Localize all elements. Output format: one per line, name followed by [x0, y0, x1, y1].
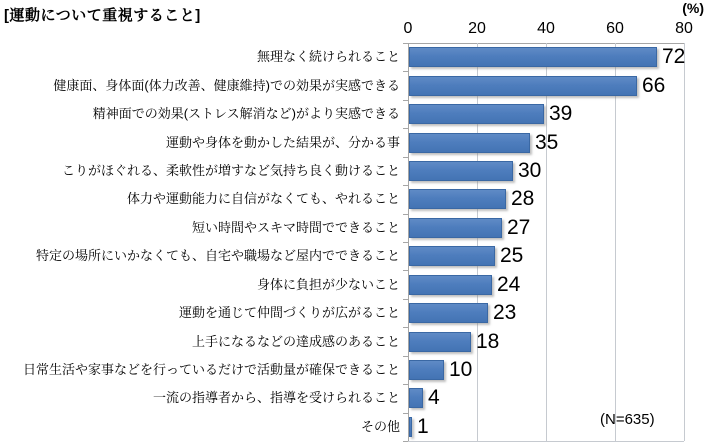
bar: [409, 388, 423, 408]
category-axis-tick-mark: [403, 214, 408, 215]
bar-value-label: 10: [449, 358, 473, 381]
bar-value-label: 39: [549, 102, 573, 125]
bar-value-label: 72: [662, 45, 686, 68]
bar: [409, 218, 502, 238]
bar: [409, 47, 657, 67]
category-axis-tick-mark: [403, 43, 408, 44]
bar-value-label: 24: [497, 273, 521, 296]
x-axis-tick-label: 60: [606, 20, 624, 37]
plot-area-bottom-border: [408, 441, 684, 442]
category-label: 上手になるなどの達成感のあること: [191, 334, 400, 349]
bar-value-label: 25: [500, 244, 524, 267]
category-axis-tick-mark: [403, 157, 408, 158]
bar-value-label: 27: [507, 216, 531, 239]
percent-unit-label: (%): [682, 0, 704, 16]
category-axis-line: [408, 43, 409, 441]
x-axis-tick-label: 80: [675, 20, 693, 37]
category-axis-tick-mark: [403, 299, 408, 300]
category-label: 運動を通じて仲間づくりが広がること: [178, 305, 400, 320]
category-axis-tick-mark: [403, 413, 408, 414]
bar-value-label: 28: [511, 187, 535, 210]
bar-value-label: 35: [535, 131, 559, 154]
bar: [409, 275, 492, 295]
bar: [409, 133, 530, 153]
category-label: その他: [360, 419, 400, 434]
bar: [409, 161, 513, 181]
category-label: 短い時間やスキマ時間でできること: [191, 220, 400, 235]
category-label: 特定の場所にいかなくても、自宅や職場など屋内でできること: [35, 248, 400, 263]
bar: [409, 360, 444, 380]
category-label: 精神面での効果(ストレス解消など)がより実感できる: [92, 106, 400, 121]
vertical-gridline: [684, 43, 685, 441]
x-axis-tick-label: 0: [403, 20, 413, 37]
category-label: 運動や身体を動かした結果が、分かる事: [165, 135, 400, 150]
category-label: 健康面、身体面(体力改善、健康維持)での効果が実感できる: [53, 78, 400, 93]
category-axis-tick-mark: [403, 128, 408, 129]
bar: [409, 332, 471, 352]
category-label: 日常生活や家事などを行っているだけで活動量が確保できること: [22, 362, 400, 377]
category-axis-tick-mark: [403, 100, 408, 101]
bar: [409, 303, 488, 323]
bar: [409, 417, 412, 437]
bar: [409, 246, 495, 266]
sample-size-label: (N=635): [600, 411, 655, 428]
category-axis-tick-mark: [403, 270, 408, 271]
category-label: 体力や運動能力に自信がなくても、やれること: [126, 191, 400, 206]
bar: [409, 189, 506, 209]
category-axis-tick-mark: [403, 71, 408, 72]
vertical-gridline: [615, 43, 616, 441]
category-axis-tick-mark: [403, 327, 408, 328]
vertical-gridline: [546, 43, 547, 441]
vertical-gridline: [477, 43, 478, 441]
category-label: 一流の指導者から、指導を受けられること: [152, 390, 400, 405]
category-axis-tick-mark: [403, 185, 408, 186]
x-axis-tick-label: 40: [537, 20, 555, 37]
bar-value-label: 23: [493, 301, 517, 324]
bar: [409, 104, 544, 124]
category-label: 無理なく続けられること: [256, 49, 400, 64]
bar-value-label: 66: [642, 74, 666, 97]
chart-title: [運動について重視すること]: [4, 7, 201, 24]
bar-value-label: 1: [417, 415, 429, 438]
category-axis-tick-mark: [403, 242, 408, 243]
category-label: こりがほぐれる、柔軟性が増すなど気持ち良く動けること: [61, 163, 400, 178]
bar-value-label: 18: [476, 330, 500, 353]
x-axis-tick-label: 20: [468, 20, 486, 37]
category-axis-tick-mark: [403, 356, 408, 357]
bar: [409, 76, 637, 96]
bar-value-label: 4: [428, 386, 440, 409]
bar-value-label: 30: [518, 159, 542, 182]
category-label: 身体に負担が少ないこと: [256, 277, 400, 292]
category-axis-tick-mark: [403, 384, 408, 385]
